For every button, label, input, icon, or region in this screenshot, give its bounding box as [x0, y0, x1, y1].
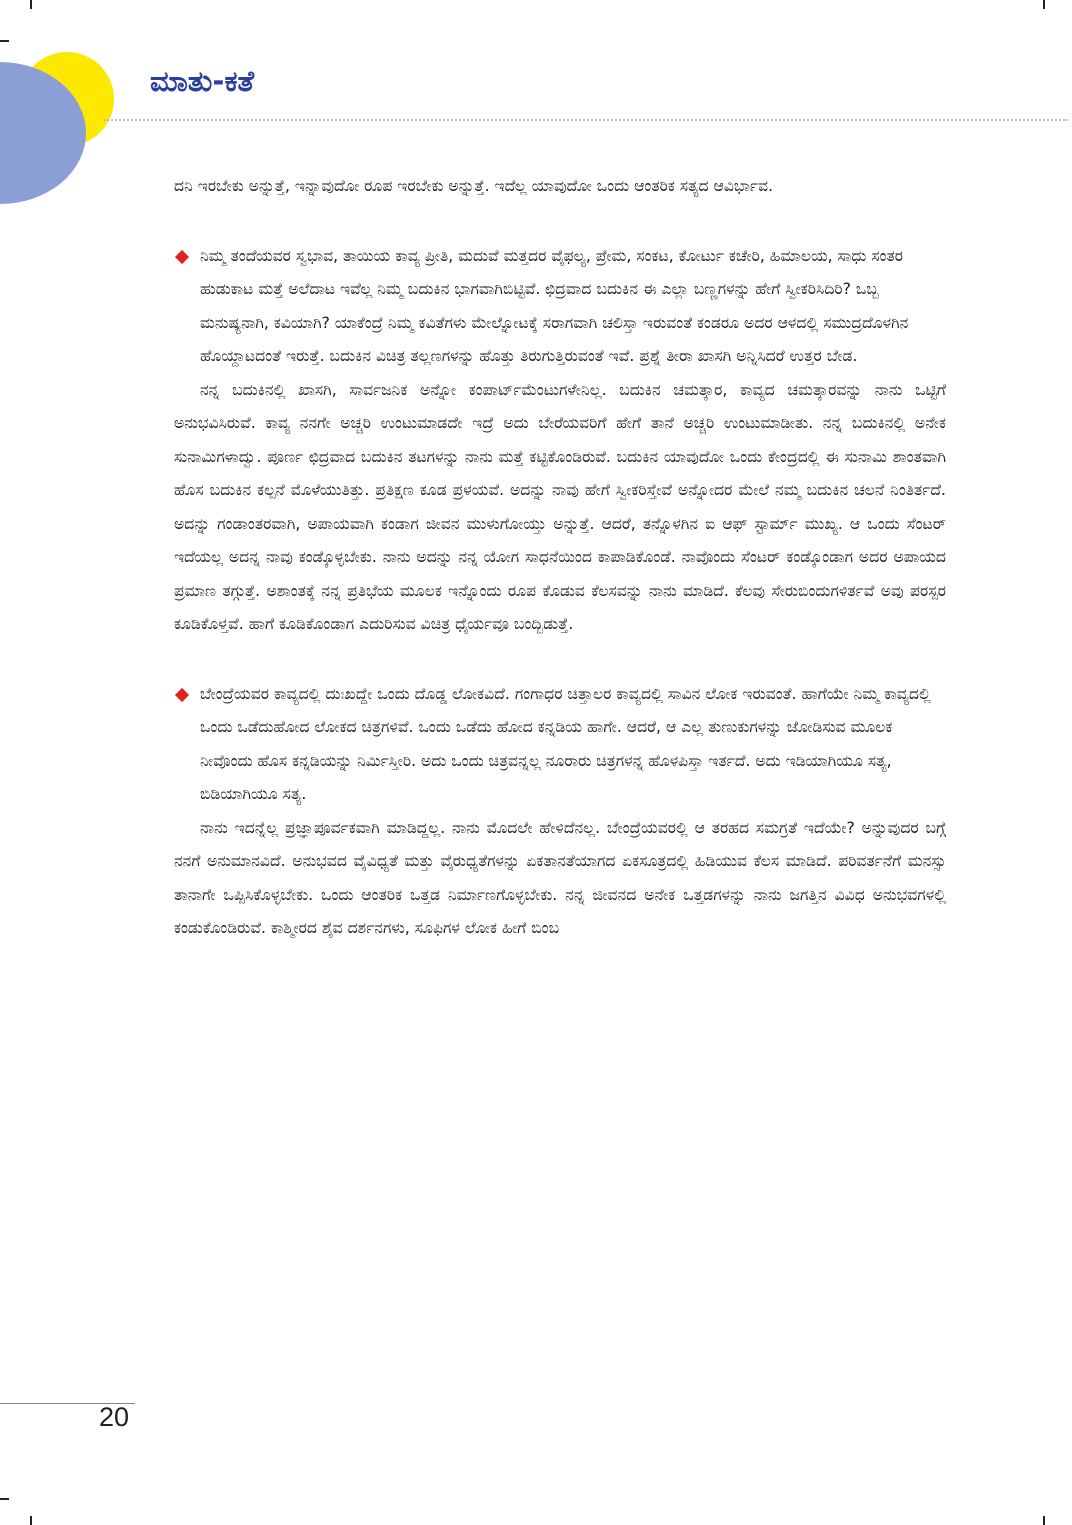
- header-dotted-divider: [104, 119, 1068, 121]
- question-text: ಬೇಂದ್ರೆಯವರ ಕಾವ್ಯದಲ್ಲಿ ದುಃಖದ್ದೇ ಒಂದು ದೊಡ್ಡ ಲೋಕವಿದೆ. ಗಂಗಾಧರ ಚಿತ್ತಾಲರ ಕಾವ್ಯದಲ್ಲಿ ಸಾವಿನ ಲೋಕ ಇರುವಂತೆ. ಹಾಗೆಯೇ ನಿಮ್ಮ ಕಾವ್ಯದಲ್ಲಿ ಒಂದು ಒಡೆದುಹೋದ ಲೋಕದ ಚಿತ್ರಗಳಿವೆ. ಒಂದು ಒಡೆದು ಹೋದ ಕನ್ನಡಿಯ ಹಾಗೇ. ಆದರೆ, ಆ ಎಲ್ಲ ತುಣುಕುಗಳನ್ನು ಜೋಡಿಸುವ ಮೂಲಕ ನೀವೊಂದು ಹೊಸ ಕನ್ನಡಿಯನ್ನು ನಿರ್ಮಿಸ್ತೀರಿ. ಅದು ಒಂದು ಚಿತ್ರವನ್ನಲ್ಲ ನೂರಾರು ಚಿತ್ರಗಳನ್ನ ಹೊಳಪಿಸ್ತಾ ಇರ್ತದೆ. ಅದು ಇಡಿಯಾಗಿಯೂ ಸತ್ಯ, ಬಿಡಿಯಾಗಿಯೂ ಸತ್ಯ.: [200, 684, 931, 803]
- crop-mark-left-bottom: [0, 1498, 9, 1500]
- spacer: [174, 642, 946, 660]
- interview-answer: ನನ್ನ ಬದುಕಿನಲ್ಲಿ ಖಾಸಗಿ, ಸಾರ್ವಜನಿಕ ಅನ್ನೋ ಕಂಪಾರ್ಟ್‌ಮೆಂಟುಗಳೇನಿಲ್ಲ. ಬದುಕಿನ ಚಮತ್ಕಾರ, ಕಾವ್ಯದ ಚಮತ್ಕಾರವನ್ನು ನಾನು ಒಟ್ಟಿಗೆ ಅನುಭವಿಸಿರುವೆ. ಕಾವ್ಯ ನನಗೇ ಅಚ್ಚರಿ ಉಂಟುಮಾಡದೇ ಇದ್ರೆ ಅದು ಬೇರೆಯವರಿಗೆ ಹೇಗೆ ತಾನೆ ಅಚ್ಚರಿ ಉಂಟುಮಾಡೀತು. ನನ್ನ ಬದುಕಿನಲ್ಲಿ ಅನೇಕ ಸುನಾಮಿಗಳಾದ್ವು. ಪೂರ್ಣ ಛಿದ್ರವಾದ ಬದುಕಿನ ತಟಗಳನ್ನು ನಾನು ಮತ್ತೆ ಕಟ್ಟಿಕೊಂಡಿರುವೆ. ಬದುಕಿನ ಯಾವುದೋ ಒಂದು ಕೇಂದ್ರದಲ್ಲಿ ಈ ಸುನಾಮಿ ಶಾಂತವಾಗಿ ಹೊಸ ಬದುಕಿನ ಕಲ್ಪನೆ ಮೊಳೆಯುತಿತ್ತು. ಪ್ರತಿಕ್ಷಣ ಕೂಡ ಪ್ರಳಯವೆ. ಅದನ್ನು ನಾವು ಹೇಗೆ ಸ್ವೀಕರಿಸ್ತೇವೆ ಅನ್ನೋದರ ಮೇಲೆ ನಮ್ಮ ಬದುಕಿನ ಚಲನೆ ನಿಂತಿರ್ತದೆ. ಅದನ್ನು ಗಂಡಾಂತರವಾಗಿ, ಅಪಾಯವಾಗಿ ಕಂಡಾಗ ಜೀವನ ಮುಳುಗೋಯ್ತು ಅನ್ನುತ್ತೆ. ಆದರೆ, ತನ್ನೊಳಗಿನ ಐ ಆಫ್ ಸ್ಟಾರ್ಮ್ ಮುಖ್ಯ. ಆ ಒಂದು ಸೆಂಟರ್ ಇದೆಯಲ್ಲ ಅದನ್ನ ನಾವು ಕಂಡ್ಕೊಳ್ಳಬೇಕು. ನಾನು ಅದನ್ನು ನನ್ನ ಯೋಗ ಸಾಧನೆಯಿಂದ ಕಾಪಾಡಿಕೊಂಡೆ. ನಾವೊಂದು ಸೆಂಟರ್ ಕಂಡ್ಕೊಂಡಾಗ ಅದರ ಅಪಾಯದ ಪ್ರಮಾಣ ತಗ್ಗುತ್ತೆ. ಅಶಾಂತಕ್ಕೆ ನನ್ನ ಪ್ರತಿಭೆಯ ಮೂಲಕ ಇನ್ನೊಂದು ರೂಪ ಕೊಡುವ ಕೆಲಸವನ್ನು ನಾನು ಮಾಡಿದೆ. ಕೆಲವು ಸೇರುಬಿಂದುಗಳಿರ್ತವೆ ಅವು ಪರಸ್ಪರ ಕೂಡಿಕೊಳ್ತವೆ. ಹಾಗೆ ಕೂಡಿಕೊಂಡಾಗ ಎದುರಿಸುವ ವಿಚಿತ್ರ ಧೈರ್ಯವೂ ಬಂದ್ಬಿಡುತ್ತೆ.: [174, 380, 946, 633]
- crop-mark-left-top: [0, 40, 9, 42]
- crop-mark-bottom-right: [1043, 1516, 1045, 1525]
- bullet-diamond-icon: [175, 249, 189, 263]
- article-body: [174, 170, 946, 946]
- crop-mark-top-right: [1043, 0, 1045, 9]
- interview-question: [174, 240, 946, 374]
- interview-question: [174, 678, 946, 812]
- question-text: ನಿಮ್ಮ ತಂದೆಯವರ ಸ್ವಭಾವ, ತಾಯಿಯ ಕಾವ್ಯ ಪ್ರೀತಿ, ಮದುವೆ ಮತ್ತದರ ವೈಫಲ್ಯ, ಪ್ರೇಮ, ಸಂಕಟ, ಕೋರ್ಟು ಕಚೇರಿ, ಹಿಮಾಲಯ, ಸಾಧು ಸಂತರ ಹುಡುಕಾಟ ಮತ್ತೆ ಅಲೆದಾಟ ಇವೆಲ್ಲ ನಿಮ್ಮ ಬದುಕಿನ ಭಾಗವಾಗಿಬಿಟ್ಟಿವೆ. ಛಿದ್ರವಾದ ಬದುಕಿನ ಈ ಎಲ್ಲಾ ಬಣ್ಣಗಳನ್ನು ಹೇಗೆ ಸ್ವೀಕರಿಸಿದಿರಿ? ಒಬ್ಬ ಮನುಷ್ಯನಾಗಿ, ಕವಿಯಾಗಿ? ಯಾಕೆಂದ್ರೆ ನಿಮ್ಮ ಕವಿತೆಗಳು ಮೇಲ್ನೋಟಕ್ಕೆ ಸರಾಗವಾಗಿ ಚಲಿಸ್ತಾ ಇರುವಂತೆ ಕಂಡರೂ ಅದರ ಆಳದಲ್ಲಿ ಸಮುದ್ರದೊಳಗಿನ ಹೊಯ್ದಾಟದಂತೆ ಇರುತ್ತೆ. ಬದುಕಿನ ವಿಚಿತ್ರ ತಲ್ಲಣಗಳನ್ನು ಹೊತ್ತು ತಿರುಗುತ್ತಿರುವಂತೆ ಇವೆ. ಪ್ರಶ್ನೆ ತೀರಾ ಖಾಸಗಿ ಅನ್ನಿಸಿದರೆ ಉತ್ತರ ಬೇಡ.: [200, 246, 909, 365]
- body-paragraph: ದನಿ ಇರಬೇಕು ಅನ್ನುತ್ತೆ, ಇನ್ನಾವುದೋ ರೂಪ ಇರಬೇಕು ಅನ್ನುತ್ತೆ. ಇದೆಲ್ಲ ಯಾವುದೋ ಒಂದು ಆಂತರಿಕ ಸತ್ಯದ ಆವಿರ್ಭಾವ.: [174, 177, 774, 195]
- bullet-diamond-icon: [175, 687, 189, 701]
- crop-mark-top-left: [30, 0, 32, 9]
- section-title: ಮಾತು-ಕತೆ: [150, 64, 255, 98]
- crop-mark-bottom-left: [30, 1516, 32, 1525]
- interview-answer: ನಾನು ಇದನ್ನೆಲ್ಲ ಪ್ರಜ್ಞಾಪೂರ್ವಕವಾಗಿ ಮಾಡಿದ್ದಲ್ಲ. ನಾನು ಮೊದಲೇ ಹೇಳಿದೆನಲ್ಲ. ಬೇಂದ್ರೆಯವರಲ್ಲಿ ಆ ತರಹದ ಸಮಗ್ರತೆ ಇದೆಯೇ? ಅನ್ನುವುದರ ಬಗ್ಗೆ ನನಗೆ ಅನುಮಾನವಿದೆ. ಅನುಭವದ ವೈವಿಧ್ಯತೆ ಮತ್ತು ವೈರುಧ್ಯತೆಗಳನ್ನು ಏಕತಾನತೆಯಾಗದ ಏಕಸೂತ್ರದಲ್ಲಿ ಹಿಡಿಯುವ ಕೆಲಸ ಮಾಡಿದೆ. ಪರಿವರ್ತನೆಗೆ ಮನಸ್ಸು ತಾನಾಗೇ ಒಪ್ಪಿಸಿಕೊಳ್ಳಬೇಕು. ಒಂದು ಆಂತರಿಕ ಒತ್ತಡ ನಿರ್ಮಾಣಗೊಳ್ಳಬೇಕು. ನನ್ನ ಜೀವನದ ಅನೇಕ ಒತ್ತಡಗಳನ್ನು ನಾನು ಜಗತ್ತಿನ ವಿವಿಧ ಅನುಭವಗಳಲ್ಲಿ ಕಂಡುಕೊಂಡಿರುವೆ. ಕಾಶ್ಮೀರದ ಶೈವ ದರ್ಶನಗಳು, ಸೂಫಿಗಳ ಲೋಕ ಹೀಗೆ ಬಿಂಬ: [174, 818, 946, 937]
- spacer: [174, 204, 946, 222]
- page-number: 20: [99, 1402, 130, 1432]
